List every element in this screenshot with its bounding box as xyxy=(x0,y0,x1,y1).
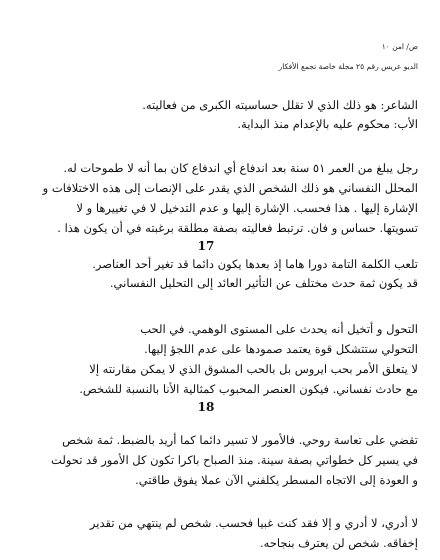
text-line: إخفاقه. شخص لن يعترف بنجاحه. xyxy=(260,536,418,550)
page-label: ص/ امن ١٠ xyxy=(381,42,418,51)
text-line: لا يتعلق الأمر بحب ايروس بل بالحب المشوق الذي لا يمكن مقارنته إلا xyxy=(89,362,418,376)
page-number: 17 xyxy=(197,239,215,253)
text-line: التحولي ستتشكل قوة يعتمد صمودها على عدم اللجؤ إليها. xyxy=(144,342,418,356)
text-line: تلعب الكلمة التامة دورا هاما إذ بعدها يكون دائما قد تغير أحد العناصر. xyxy=(92,257,418,271)
text-line: التحول و أتخيل أنه يحدث على المستوى الوهمي. في الحب xyxy=(140,322,418,336)
text-line: الإشارة إليها . هذا فحسب. الإشارة إليها و عدم التدخيل لا في تغييرها و لا xyxy=(76,201,418,215)
text-line: لا أدري، لا أدري و إلا فقد كنت غبيا فحسب. شخص لم ينتهي من تقدير xyxy=(89,516,418,530)
text-line: و العودة إلى الاتجاه المسطر يكلفني الآن عملا يفوق طاقتي. xyxy=(135,473,418,487)
text-line: تقضي على تعاسة روحي. فالأمور لا تسير دائما كما أريد بالضبط. ثمة شخص xyxy=(62,433,418,447)
text-line: الشاعر: هو ذلك الذي لا تقلل حساسيته الكبرى من فعاليته. xyxy=(142,98,418,112)
page-number: 18 xyxy=(197,400,215,414)
text-line: المحلل النفساني هو ذلك الشخص الذي يقدر على الإنصات إلى هذه الاختلافات و xyxy=(42,181,418,195)
header-subtitle: الديو عريس رقم ٢٥ مجلة خاصة تجمع الأفكار xyxy=(278,62,418,71)
text-line: قد يكون ثمة حدث مختلف عن التأثير العائد إلى التحليل النفساني. xyxy=(109,276,418,290)
text-line: تسويتها. حساس و فان. ترتبط فعاليته بصفة مطلقة برغبته في أن يكون هذا . xyxy=(57,221,418,235)
text-line: الأب: محكوم عليه بالإعدام منذ البداية. xyxy=(237,117,418,131)
text-line: رجل يبلغ من العمر ٥١ سنة بعد اندفاع أي اندفاع كان بما أنه لا طموحات له. xyxy=(63,161,418,175)
text-line: مع حادث نفساني. فيكون العنصر المحبوب كمثالية الأنا بالنسبة للشخص. xyxy=(79,382,418,396)
text-line: في يسير كل خطواتي بصفة سينة. منذ الصباح باكرا تكون كل الأمور قد تحولت xyxy=(51,453,418,467)
